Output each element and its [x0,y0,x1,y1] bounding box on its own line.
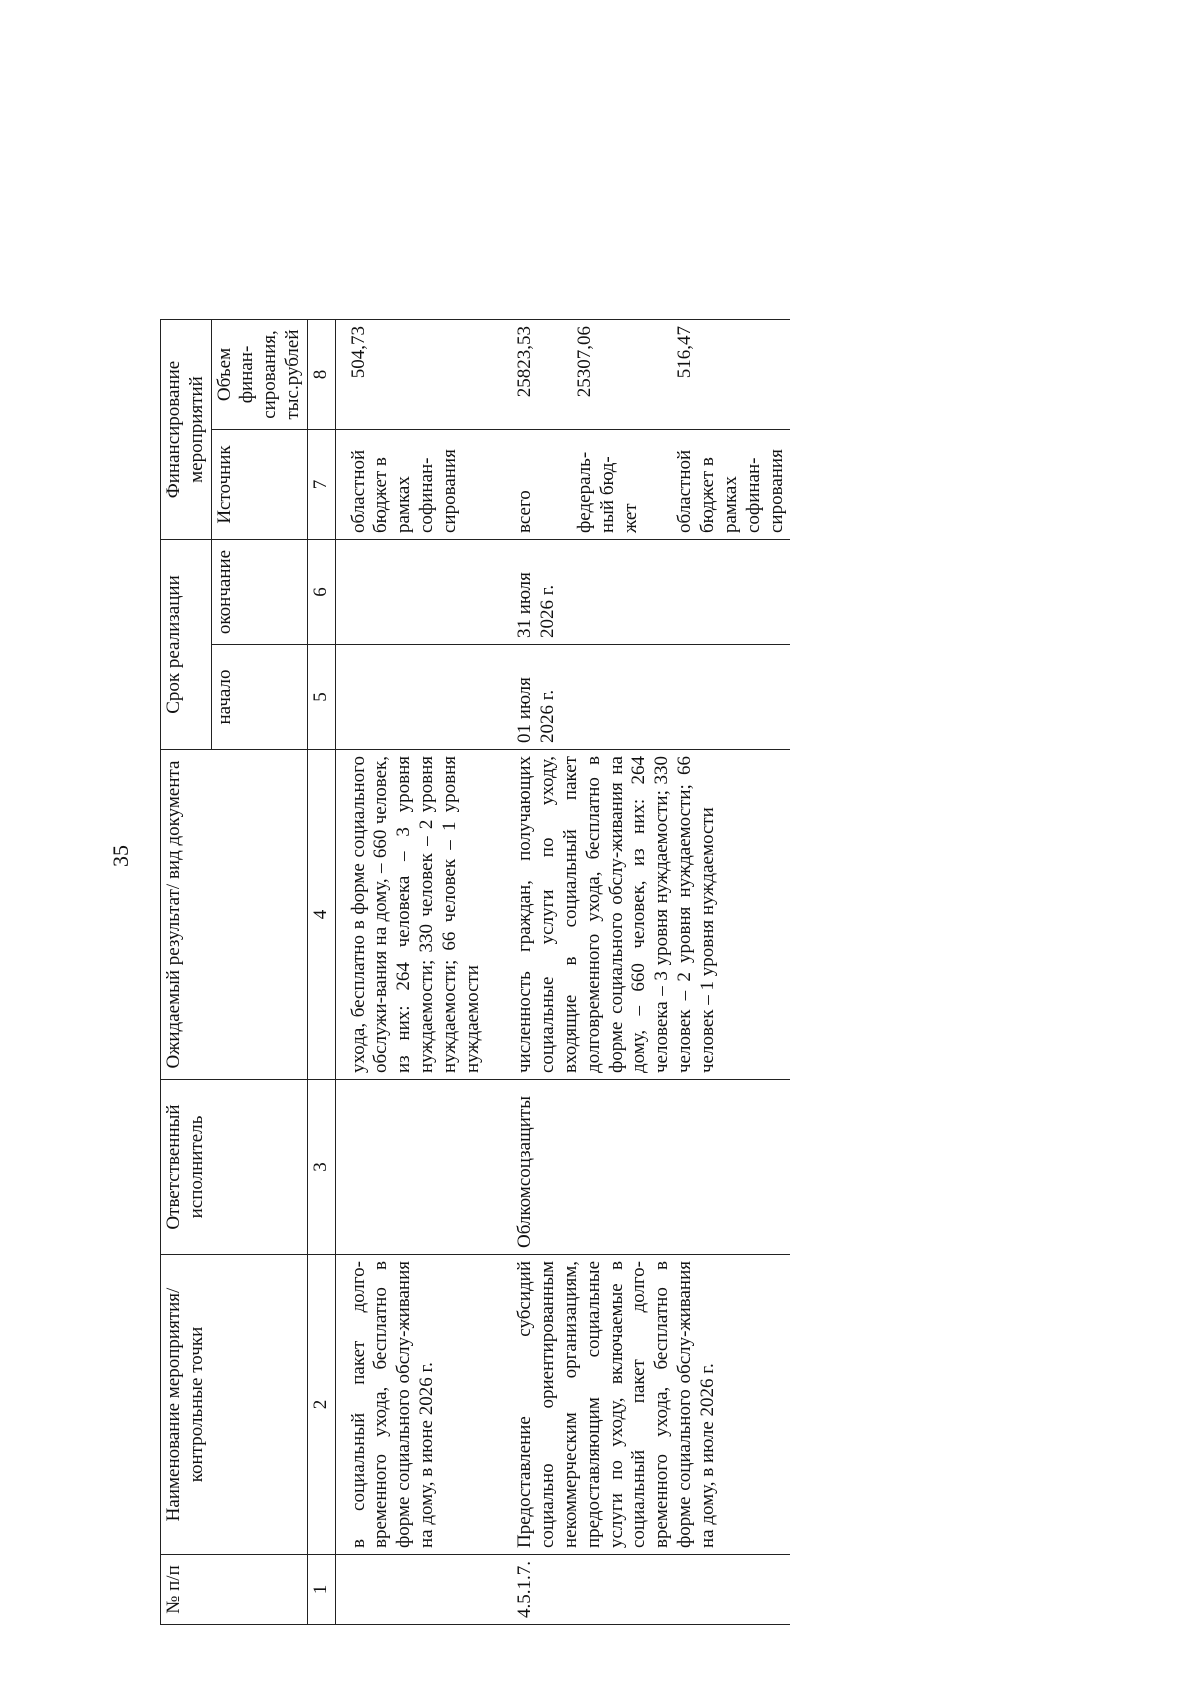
page-number: 35 [108,845,133,867]
row-result: численность граждан, получающих социальные услуги по уходу, входящие в социальный пакет долговременного ухода, бесплатно в форме социального обслу-живания на дому, – 660 человек, из них: 264 человека – 3 уровня нуждаемости; 330 человек – 2 уровня нуждаемости; 66 человек – 1 уровня нуждаемости [486,750,790,1080]
row-name: в социальный пакет долго-временного ухода, бесплатно в форме социального обслу-живания на дому, в июне 2026 г. [335,1255,486,1555]
row-amounts [486,320,790,430]
table-row [335,320,486,1625]
col-number: 3 [307,1080,335,1255]
amount-federal: 25307,06 [574,326,596,398]
col-number: 4 [307,750,335,1080]
row-source: областной бюджет в рамках софинан-сирования [335,430,486,540]
row-start: 01 июля 2026 г. [486,645,790,750]
row-end [335,540,486,645]
amount-total: 25823,53 [514,326,536,398]
header-financing: Финансирование мероприятий [161,320,212,540]
header-row [161,320,212,1625]
col-number: 8 [307,320,335,430]
header-result: Ожидаемый результат/ вид документа [161,750,308,1080]
action-plan-table [160,319,790,1625]
header-volume: Объем финан-сирования, тыс.рублей [211,320,307,430]
header-period: Срок реализации [161,540,212,750]
col-number: 7 [307,430,335,540]
row-start [335,645,486,750]
col-number: 5 [307,645,335,750]
col-number: 2 [307,1255,335,1555]
source-total: всего [514,490,536,533]
header-period-start: начало [211,645,307,750]
row-executor: Облкомсоцзащиты [486,1080,790,1255]
header-executor: Ответственный исполнитель [161,1080,308,1255]
source-regional: областной бюджет в рамках софинан-сирования [674,449,787,533]
table-row [486,320,790,1625]
row-executor [335,1080,486,1255]
row-result: ухода, бесплатно в форме социального обслужи-вания на дому, – 660 человек, из них: 264 человека – 3 уровня нуждаемости; 330 человек – 2 уровня нуждаемости; 66 человек – 1 уровня нуждаемости [335,750,486,1080]
col-number: 6 [307,540,335,645]
row-end: 31 июля 2026 г. [486,540,790,645]
amount-regional: 516,47 [674,326,696,379]
col-number: 1 [307,1555,335,1625]
row-sources [486,430,790,540]
header-period-end: окончание [211,540,307,645]
rotated-page [160,95,1020,1625]
row-num: 4.5.1.7. [486,1555,790,1625]
header-source: Источник [211,430,307,540]
header-num: № п/п [161,1555,308,1625]
row-name: Предоставление субсидий социально ориентированным некоммерческим организациям, предоставляющим социальные услуги по уходу, включаемые в социальный пакет долго-временного ухода, бесплатно в форме социального обслу-живания на дому, в июле 2026 г. [486,1255,790,1555]
column-number-row [307,320,335,1625]
header-name: Наименование мероприятия/ контрольные точки [161,1255,308,1555]
source-federal: федераль-ный бюд-жет [574,451,641,533]
row-num [335,1555,486,1625]
row-amount: 504,73 [335,320,486,430]
